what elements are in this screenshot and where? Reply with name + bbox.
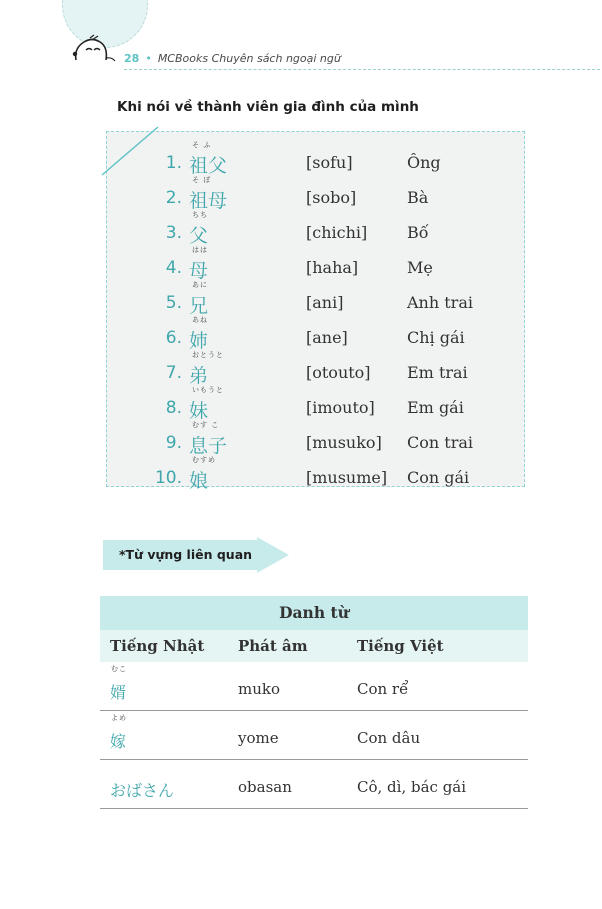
row-japanese: おばさん <box>110 781 175 800</box>
vocab-number: 8. <box>165 398 182 418</box>
vocab-row <box>106 388 525 423</box>
table-row <box>100 760 528 809</box>
vocab-kanji: 祖父 <box>189 155 228 177</box>
vocab-number: 6. <box>165 328 182 348</box>
table-header <box>100 630 528 662</box>
column-header-japanese: Tiếng Nhật <box>110 637 205 655</box>
vocab-row <box>106 353 525 388</box>
header-separator: • <box>145 52 152 65</box>
vocab-kanji: 妹 <box>189 400 209 422</box>
vocab-furigana: いもうと <box>192 386 224 394</box>
vocab-furigana: あに <box>192 281 208 289</box>
vocab-row <box>106 213 525 248</box>
vocab-kanji: 祖母 <box>189 190 228 212</box>
vocab-kanji: 娘 <box>189 470 209 492</box>
vocab-furigana: そ ふ <box>192 141 212 149</box>
row-furigana: よめ <box>111 714 127 722</box>
mascot-icon <box>72 34 118 64</box>
vocab-number: 2. <box>165 188 182 208</box>
row-pronunciation: obasan <box>238 778 292 796</box>
vocab-kanji: 兄 <box>189 295 209 317</box>
book-title: MCBooks Chuyên sách ngoại ngữ <box>157 52 341 65</box>
vocab-kanji: 息子 <box>189 435 228 457</box>
vocab-reading: [imouto] <box>306 398 375 417</box>
vocab-number: 5. <box>165 293 182 313</box>
vocab-meaning: Em trai <box>407 363 468 382</box>
vocab-meaning: Chị gái <box>407 328 465 347</box>
vocab-meaning: Bà <box>407 188 429 207</box>
vocab-kanji: 父 <box>189 225 209 247</box>
vocab-kanji: 弟 <box>189 365 209 387</box>
vocab-meaning: Mẹ <box>407 258 433 277</box>
vocab-reading: [musuko] <box>306 433 382 452</box>
vocab-reading: [musume] <box>306 468 388 487</box>
vocab-furigana: ちち <box>192 211 208 219</box>
vocab-furigana: あね <box>192 316 208 324</box>
table-row <box>100 711 528 760</box>
vocab-furigana: むすめ <box>192 456 216 464</box>
vocab-meaning: Ông <box>407 153 441 172</box>
vocab-row <box>106 423 525 458</box>
vocab-furigana: おとうと <box>192 351 224 359</box>
vocab-row <box>106 248 525 283</box>
vocab-furigana: はは <box>192 246 208 254</box>
row-pronunciation: muko <box>238 680 281 698</box>
page-number: 28 <box>124 52 140 65</box>
page-header <box>0 0 602 80</box>
related-vocab-table <box>100 596 528 809</box>
vocab-number: 3. <box>165 223 182 243</box>
section-title: Khi nói về thành viên gia đình của mình <box>117 99 419 115</box>
vocab-meaning: Con trai <box>407 433 473 452</box>
vocab-reading: [ani] <box>306 293 344 312</box>
vocab-reading: [ane] <box>306 328 348 347</box>
vocab-row <box>106 458 525 493</box>
vocab-reading: [haha] <box>306 258 359 277</box>
related-vocab-tag <box>103 537 289 573</box>
vocab-meaning: Con gái <box>407 468 470 487</box>
vocab-row <box>106 283 525 318</box>
vocab-furigana: そ ぼ <box>192 176 212 184</box>
vocab-meaning: Anh trai <box>407 293 473 312</box>
vocab-kanji: 姉 <box>189 330 209 352</box>
vocab-number: 9. <box>165 433 182 453</box>
vocab-kanji: 母 <box>189 260 209 282</box>
header-text <box>124 52 341 65</box>
table-caption: Danh từ <box>100 596 528 630</box>
column-header-pronunciation: Phát âm <box>238 637 308 655</box>
vocab-reading: [chichi] <box>306 223 368 242</box>
related-vocab-label: *Từ vựng liên quan <box>119 547 253 562</box>
row-vietnamese: Cô, dì, bác gái <box>357 778 467 796</box>
row-japanese: 婿 <box>110 683 127 702</box>
header-divider <box>124 69 600 70</box>
row-furigana: むこ <box>111 665 127 673</box>
vocab-meaning: Em gái <box>407 398 464 417</box>
vocab-reading: [otouto] <box>306 363 371 382</box>
table-row <box>100 662 528 711</box>
vocab-row <box>106 143 525 178</box>
vocab-row <box>106 318 525 353</box>
vocab-number: 4. <box>165 258 182 278</box>
row-japanese: 嫁 <box>110 732 127 751</box>
vocab-meaning: Bố <box>407 223 429 242</box>
row-pronunciation: yome <box>238 729 279 747</box>
vocab-number: 10. <box>154 468 182 488</box>
column-header-vietnamese: Tiếng Việt <box>357 637 444 655</box>
vocab-number: 1. <box>165 153 182 173</box>
vocab-furigana: むす こ <box>192 421 220 429</box>
row-vietnamese: Con rể <box>357 680 409 698</box>
vocab-reading: [sobo] <box>306 188 357 207</box>
vocab-reading: [sofu] <box>306 153 353 172</box>
vocab-row <box>106 178 525 213</box>
vocab-number: 7. <box>165 363 182 383</box>
row-vietnamese: Con dâu <box>357 729 421 747</box>
